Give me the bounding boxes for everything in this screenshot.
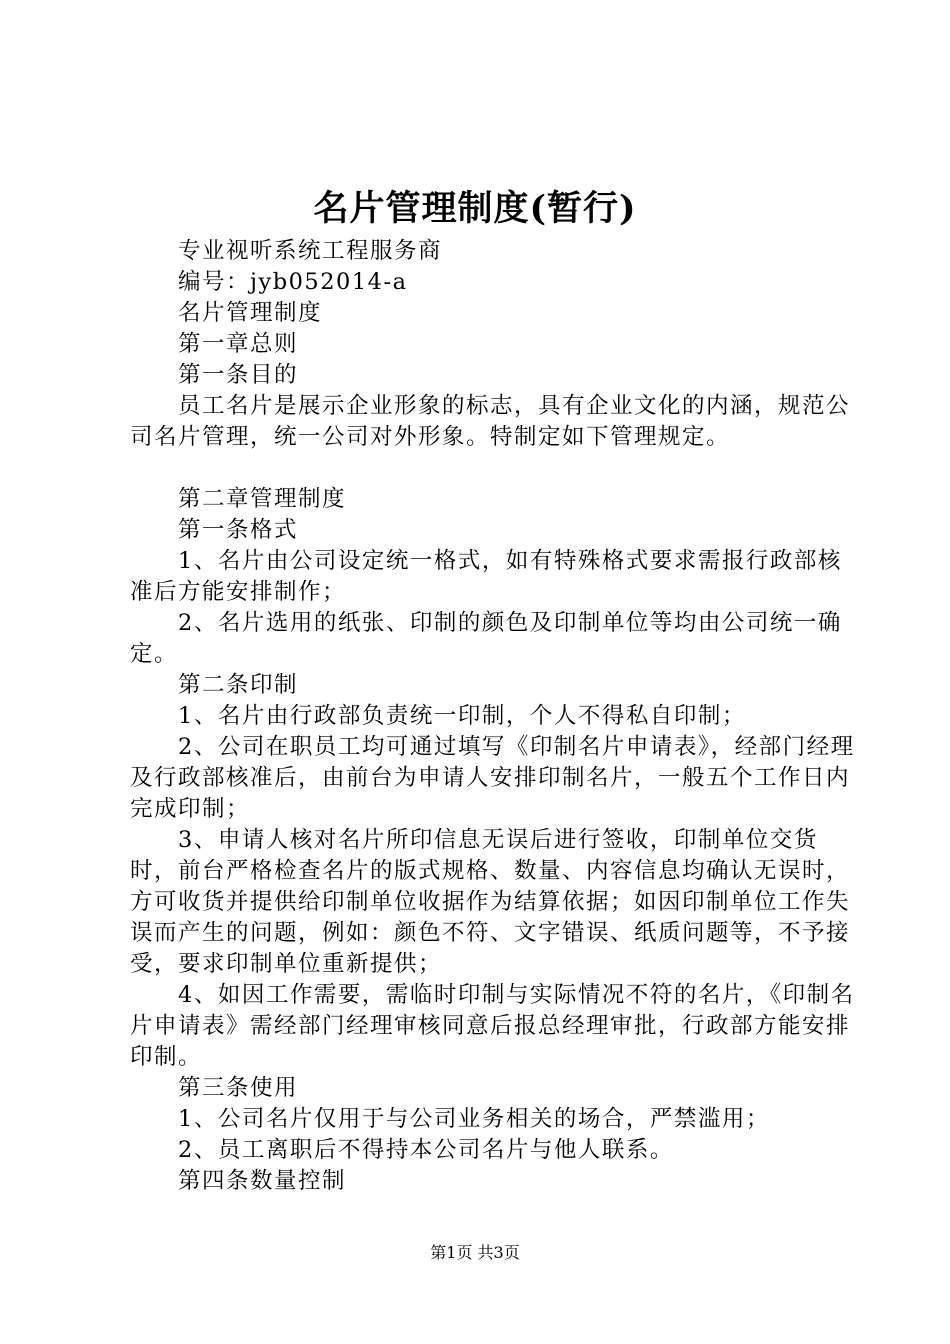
- blank-line: [130, 453, 860, 484]
- chapter-heading-1: 第一章总则: [178, 331, 299, 357]
- chapter-heading-2: 第二章管理制度: [178, 486, 347, 512]
- printing-item-4: 4、如因工作需要，需临时印制与实际情况不符的名片，《印制名片申请表》需经部门经理审核同意后报总经理审批，行政部方能安排印制。: [130, 982, 855, 1070]
- paragraph-doc-number: 编号：jyb052014-a: [178, 269, 408, 295]
- paragraph-subtitle: 名片管理制度: [178, 300, 323, 326]
- paragraph-purpose: 员工名片是展示企业形象的标志，具有企业文化的内涵，规范公司名片管理，统一公司对外形象。特制定如下管理规定。: [130, 393, 851, 450]
- paragraph-company: 专业视听系统工程服务商: [178, 238, 443, 264]
- usage-item-1: 1、公司名片仅用于与公司业务相关的场合，严禁滥用；: [178, 1106, 770, 1132]
- printing-item-2: 2、公司在职员工均可通过填写《印制名片申请表》，经部门经理及行政部核准后，由前台为申请人安排印制名片，一般五个工作日内完成印制；: [130, 734, 855, 822]
- document-body: [130, 236, 860, 1197]
- article-heading-purpose: 第一条目的: [178, 362, 299, 388]
- printing-item-3: 3、申请人核对名片所印信息无误后进行签收，印制单位交货时，前台严格检查名片的版式规格、数量、内容信息均确认无误时，方可收货并提供给印制单位收据作为结算依据；如因印制单位工作失误而产生的问题，例如：颜色不符、文字错误、纸质问题等，不予接受，要求印制单位重新提供；: [130, 827, 851, 977]
- page-footer: 第1页 共3页: [430, 1243, 520, 1262]
- document-title: 名片管理制度(暂行): [313, 188, 637, 229]
- format-item-1: 1、名片由公司设定统一格式，如有特殊格式要求需报行政部核准后方能安排制作；: [130, 548, 842, 605]
- format-item-2: 2、名片选用的纸张、印制的颜色及印制单位等均由公司统一确定。: [130, 610, 842, 667]
- printing-item-1: 1、名片由行政部负责统一印制，个人不得私自印制；: [178, 703, 746, 729]
- article-heading-printing: 第二条印制: [178, 672, 299, 698]
- article-heading-format: 第一条格式: [178, 517, 299, 543]
- article-heading-usage: 第三条使用: [178, 1075, 299, 1101]
- article-heading-quantity: 第四条数量控制: [178, 1168, 347, 1194]
- usage-item-2: 2、员工离职后不得持本公司名片与他人联系。: [178, 1137, 674, 1163]
